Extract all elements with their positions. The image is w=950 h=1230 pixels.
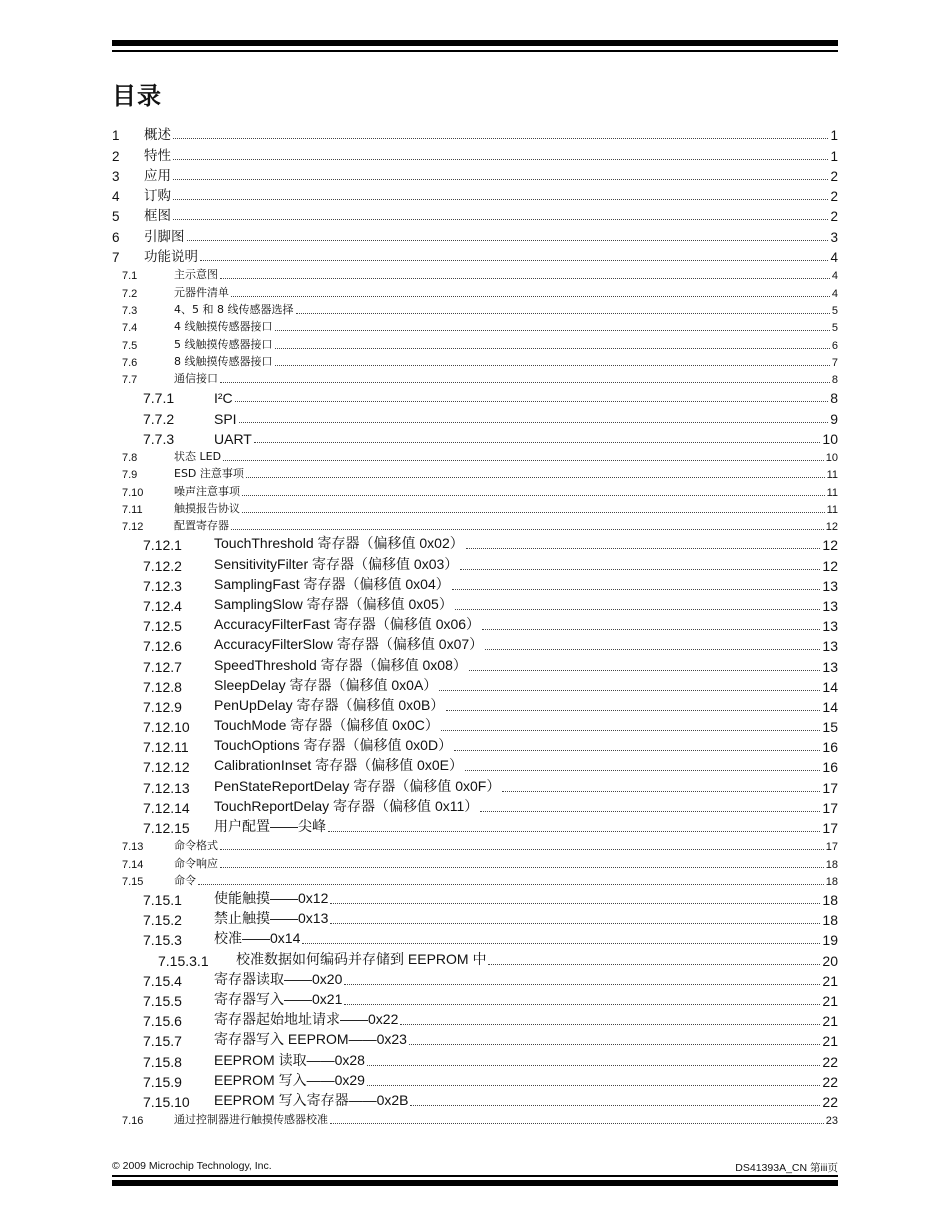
toc-entry-page: 2 [830, 209, 838, 225]
toc-dot-leader [446, 710, 820, 711]
toc-dot-leader [220, 382, 830, 383]
toc-dot-leader [330, 923, 820, 924]
toc-entry-title: 用户配置——尖峰 [214, 818, 326, 835]
toc-entry-title: 触摸报告协议 [174, 501, 240, 515]
toc-dot-leader [302, 943, 820, 944]
toc-entry[interactable] [112, 1049, 838, 1069]
toc-entry[interactable] [112, 755, 838, 775]
toc-entry[interactable] [112, 594, 838, 614]
toc-entry-page: 6 [831, 339, 838, 352]
toc-entry-title: ESD 注意事项 [174, 467, 244, 481]
toc-dot-leader [482, 629, 820, 630]
toc-entry[interactable] [112, 369, 838, 386]
toc-entry-page: 11 [826, 486, 838, 499]
toc-entry-title: SpeedThreshold 寄存器（偏移值 0x08） [214, 656, 467, 673]
toc-entry[interactable] [112, 533, 838, 553]
toc-entry[interactable] [112, 675, 838, 695]
toc-dot-leader [400, 1024, 820, 1025]
toc-entry-number: 7.7.3 [143, 430, 175, 447]
header-rule-thin [112, 50, 838, 52]
toc-entry-number: 7.5 [122, 339, 138, 352]
toc-dot-leader [441, 730, 821, 731]
toc-entry-number: 7.15.8 [143, 1053, 182, 1070]
toc-entry-page: 21 [822, 1013, 838, 1030]
toc-entry-page: 12 [822, 537, 838, 554]
toc-dot-leader [344, 1004, 820, 1005]
toc-entry[interactable] [112, 1110, 838, 1127]
toc-entry-title: CalibrationInset 寄存器（偏移值 0x0E） [214, 757, 463, 774]
toc-entry-title: 寄存器读取——0x20 [214, 970, 343, 987]
toc-entry[interactable] [112, 352, 838, 369]
toc-entry-title: 通过控制器进行触摸传感器校准 [174, 1113, 328, 1127]
toc-entry[interactable] [112, 334, 838, 351]
toc-entry-page: 18 [825, 858, 838, 871]
toc-entry-page: 3 [830, 229, 838, 245]
toc-entry-number: 6 [112, 229, 120, 245]
toc-entry[interactable] [112, 816, 838, 836]
toc-entry-title: TouchOptions 寄存器（偏移值 0x0D） [214, 737, 453, 754]
toc-dot-leader [460, 569, 820, 570]
toc-entry-number: 7.16 [122, 1115, 144, 1128]
toc-entry[interactable] [112, 317, 838, 334]
toc-entry-page: 15 [822, 719, 838, 736]
toc-entry-page: 20 [822, 952, 838, 969]
toc-dot-leader [330, 1123, 824, 1124]
header-rule-thick [112, 40, 838, 46]
toc-entry-title: 命令格式 [174, 839, 218, 853]
toc-entry-title: 元器件清单 [174, 285, 229, 299]
toc-entry-page: 19 [822, 932, 838, 949]
toc-entry[interactable] [112, 204, 838, 224]
toc-entry[interactable] [112, 836, 838, 853]
toc-entry[interactable] [112, 386, 838, 406]
toc-entry[interactable] [112, 735, 838, 755]
toc-entry-page: 18 [822, 912, 838, 929]
toc-entry-number: 7.4 [122, 322, 138, 335]
toc-entry-number: 7.12.9 [143, 698, 182, 715]
toc-entry-page: 12 [822, 557, 838, 574]
toc-entry-title: TouchReportDelay 寄存器（偏移值 0x11） [214, 797, 479, 814]
toc-entry-number: 7.13 [122, 841, 144, 854]
toc-dot-leader [439, 690, 820, 691]
toc-dot-leader [466, 548, 821, 549]
toc-entry-page: 11 [826, 469, 838, 482]
toc-entry-page: 22 [822, 1073, 838, 1090]
toc-entry-title: AccuracyFilterSlow 寄存器（偏移值 0x07） [214, 636, 484, 653]
toc-entry[interactable] [112, 1070, 838, 1090]
toc-dot-leader [223, 460, 824, 461]
toc-entry-number: 7.12.13 [143, 779, 190, 796]
toc-entry-page: 13 [822, 638, 838, 655]
toc-entry-title: PenUpDelay 寄存器（偏移值 0x0B） [214, 696, 445, 713]
toc-entry[interactable] [112, 516, 838, 533]
toc-entry[interactable] [112, 553, 838, 573]
toc-dot-leader [480, 811, 820, 812]
toc-entry-page: 8 [830, 390, 838, 407]
toc-entry[interactable] [112, 245, 838, 265]
toc-entry-title: 使能触摸——0x12 [214, 890, 329, 907]
toc-entry-number: 2 [112, 148, 120, 164]
toc-entry[interactable] [112, 1090, 838, 1110]
toc-entry-page: 7 [831, 356, 838, 369]
toc-entry[interactable] [112, 888, 838, 908]
toc-entry-number: 1 [112, 128, 120, 144]
toc-dot-leader [173, 138, 828, 139]
toc-dot-leader [275, 365, 830, 366]
toc-entry[interactable] [112, 1029, 838, 1049]
toc-entry-number: 7.12.15 [143, 820, 190, 837]
toc-entry-title: EEPROM 写入——0x29 [214, 1071, 365, 1088]
toc-entry-number: 7.12.10 [143, 719, 190, 736]
toc-entry-page: 4 [831, 287, 838, 300]
toc-entry[interactable] [112, 164, 838, 184]
toc-dot-leader [485, 649, 820, 650]
toc-dot-leader [231, 529, 824, 530]
toc-dot-leader [502, 791, 820, 792]
toc-entry-page: 12 [825, 521, 838, 534]
copyright-text: © 2009 Microchip Technology, Inc. [112, 1160, 272, 1172]
toc-entry[interactable] [112, 184, 838, 204]
toc-dot-leader [275, 348, 830, 349]
toc-entry-number: 7.9 [122, 469, 138, 482]
toc-entry-page: 13 [822, 618, 838, 635]
toc-entry-number: 7.15.2 [143, 912, 182, 929]
toc-entry-page: 10 [822, 430, 838, 447]
toc-entry-title: 噪声注意事项 [174, 484, 240, 498]
toc-entry-page: 10 [825, 452, 838, 465]
toc-entry-title: 4 线触摸传感器接口 [174, 320, 273, 334]
toc-entry-number: 7.12.3 [143, 577, 182, 594]
toc-entry-number: 7 [112, 250, 120, 266]
toc-entry-number: 7.10 [122, 486, 144, 499]
toc-entry[interactable] [112, 948, 838, 968]
toc-dot-leader [455, 609, 821, 610]
toc-entry[interactable] [112, 775, 838, 795]
toc-entry-page: 8 [831, 374, 838, 387]
toc-entry[interactable] [112, 654, 838, 674]
toc-entry-title: 通信接口 [174, 372, 218, 386]
toc-entry-page: 9 [830, 410, 838, 427]
toc-entry-page: 21 [822, 1033, 838, 1050]
toc-entry-number: 7.12.12 [143, 759, 190, 776]
toc-entry-number: 3 [112, 168, 120, 184]
toc-entry-title: 功能说明 [144, 249, 198, 266]
toc-entry[interactable] [112, 123, 838, 143]
toc-entry-title: 4、5 和 8 线传感器选择 [174, 302, 294, 316]
toc-entry[interactable] [112, 1009, 838, 1029]
toc-entry-number: 7.15.10 [143, 1093, 190, 1110]
toc-entry-number: 7.12.8 [143, 678, 182, 695]
toc-dot-leader [330, 903, 820, 904]
toc-entry-title: TouchMode 寄存器（偏移值 0x0C） [214, 717, 439, 734]
toc-dot-leader [235, 401, 829, 402]
toc-entry-title: SensitivityFilter 寄存器（偏移值 0x03） [214, 555, 459, 572]
toc-entry-number: 7.15.7 [143, 1033, 182, 1050]
toc-entry-page: 17 [825, 841, 838, 854]
toc-entry-page: 18 [825, 875, 838, 888]
toc-entry[interactable] [112, 464, 838, 481]
toc-entry-page: 5 [831, 322, 838, 335]
toc-dot-leader [275, 330, 830, 331]
toc-entry-page: 13 [822, 577, 838, 594]
toc-dot-leader [488, 964, 820, 965]
toc-entry-page: 13 [822, 597, 838, 614]
toc-entry-title: SleepDelay 寄存器（偏移值 0x0A） [214, 676, 438, 693]
toc-entry[interactable] [112, 908, 838, 928]
toc-entry-title: EEPROM 读取——0x28 [214, 1051, 365, 1068]
toc-entry-page: 4 [831, 270, 838, 283]
toc-entry-title: PenStateReportDelay 寄存器（偏移值 0x0F） [214, 777, 501, 794]
toc-entry-page: 22 [822, 1053, 838, 1070]
toc-entry-number: 7.1 [122, 270, 138, 283]
toc-entry-number: 7.12.7 [143, 658, 182, 675]
table-of-contents [112, 123, 838, 1127]
toc-dot-leader [409, 1044, 820, 1045]
toc-entry-page: 17 [822, 799, 838, 816]
toc-entry[interactable] [112, 614, 838, 634]
toc-dot-leader [454, 750, 820, 751]
toc-entry-title: 校准——0x14 [214, 930, 301, 947]
toc-dot-leader [239, 422, 829, 423]
toc-entry[interactable] [112, 143, 838, 163]
toc-entry-title: 禁止触摸——0x13 [214, 910, 329, 927]
toc-entry-number: 5 [112, 209, 120, 225]
toc-entry-title: 配置寄存器 [174, 519, 229, 533]
document-id-page-number: DS41393A_CN 第iii页 [735, 1162, 838, 1174]
toc-entry-number: 7.7 [122, 374, 138, 387]
toc-entry-page: 11 [826, 503, 838, 516]
toc-entry-number: 7.12.14 [143, 799, 190, 816]
toc-entry-number: 7.11 [122, 503, 143, 516]
toc-entry[interactable] [112, 481, 838, 498]
toc-entry[interactable] [112, 300, 838, 317]
toc-entry-number: 7.15.9 [143, 1073, 182, 1090]
toc-entry[interactable] [112, 574, 838, 594]
toc-entry-title: SPI [214, 410, 237, 427]
toc-dot-leader [220, 849, 824, 850]
toc-entry-title: 状态 LED [174, 450, 222, 464]
toc-entry-page: 4 [830, 250, 838, 266]
toc-dot-leader [187, 240, 829, 241]
toc-entry-page: 22 [822, 1093, 838, 1110]
toc-entry-number: 7.12.2 [143, 557, 182, 574]
toc-entry-title: SamplingSlow 寄存器（偏移值 0x05） [214, 595, 453, 612]
toc-dot-leader [173, 179, 828, 180]
toc-dot-leader [296, 313, 830, 314]
toc-entry-page: 2 [830, 168, 838, 184]
toc-dot-leader [344, 984, 820, 985]
toc-dot-leader [254, 442, 821, 443]
toc-entry-title: TouchThreshold 寄存器（偏移值 0x02） [214, 535, 464, 552]
toc-dot-leader [200, 260, 828, 261]
toc-entry-title: I²C [214, 390, 233, 407]
toc-entry-number: 7.8 [122, 452, 138, 465]
toc-entry-page: 16 [822, 759, 838, 776]
toc-entry[interactable] [112, 224, 838, 244]
footer-rule-thin [112, 1175, 838, 1177]
toc-entry-title: 命令 [174, 873, 196, 887]
toc-entry[interactable] [112, 634, 838, 654]
toc-entry[interactable] [112, 989, 838, 1009]
toc-entry[interactable] [112, 796, 838, 816]
toc-entry[interactable] [112, 447, 838, 464]
toc-dot-leader [173, 199, 828, 200]
page-title: 目录 [112, 82, 162, 110]
toc-entry[interactable] [112, 499, 838, 516]
toc-entry-page: 18 [822, 892, 838, 909]
toc-dot-leader [220, 867, 824, 868]
toc-entry-number: 7.15.5 [143, 993, 182, 1010]
toc-entry-page: 21 [822, 972, 838, 989]
toc-entry[interactable] [112, 265, 838, 282]
toc-dot-leader [198, 884, 824, 885]
toc-entry-number: 7.12.1 [143, 537, 182, 554]
toc-entry-number: 7.15.1 [143, 892, 182, 909]
toc-entry-page: 21 [822, 993, 838, 1010]
toc-entry[interactable] [112, 406, 838, 426]
toc-entry-page: 1 [830, 148, 838, 164]
toc-entry-title: UART [214, 430, 252, 447]
toc-dot-leader [173, 159, 828, 160]
footer-rule-thick [112, 1180, 838, 1186]
toc-entry-title: SamplingFast 寄存器（偏移值 0x04） [214, 575, 450, 592]
toc-entry-number: 7.14 [122, 858, 144, 871]
toc-entry-title: 主示意图 [174, 268, 218, 282]
toc-entry-number: 7.15.6 [143, 1013, 182, 1030]
toc-dot-leader [173, 219, 828, 220]
toc-entry-page: 1 [830, 128, 838, 144]
toc-dot-leader [246, 477, 825, 478]
toc-entry-page: 16 [822, 739, 838, 756]
toc-entry-title: 引脚图 [144, 228, 185, 245]
toc-dot-leader [465, 770, 820, 771]
toc-entry-page: 14 [822, 678, 838, 695]
toc-entry-title: 寄存器写入 EEPROM——0x23 [214, 1031, 407, 1048]
toc-entry[interactable] [112, 969, 838, 989]
toc-entry[interactable] [112, 928, 838, 948]
toc-entry-title: 8 线触摸传感器接口 [174, 354, 273, 368]
toc-entry-number: 7.12.6 [143, 638, 182, 655]
toc-dot-leader [452, 589, 821, 590]
toc-entry-title: 5 线触摸传感器接口 [174, 337, 273, 351]
toc-dot-leader [367, 1085, 820, 1086]
toc-entry[interactable] [112, 871, 838, 888]
toc-dot-leader [410, 1105, 820, 1106]
toc-entry-page: 17 [822, 779, 838, 796]
toc-entry-number: 7.12.11 [143, 739, 189, 756]
toc-dot-leader [328, 831, 820, 832]
toc-entry-number: 7.15.4 [143, 972, 182, 989]
toc-dot-leader [469, 670, 821, 671]
toc-entry-number: 7.12.5 [143, 618, 182, 635]
toc-entry-number: 7.3 [122, 304, 138, 317]
toc-entry-title: 校准数据如何编码并存储到 EEPROM 中 [236, 950, 487, 967]
toc-entry-title: EEPROM 写入寄存器——0x2B [214, 1091, 409, 1108]
toc-entry-title: 概述 [144, 127, 171, 144]
toc-entry[interactable] [112, 427, 838, 447]
toc-entry-title: 寄存器起始地址请求——0x22 [214, 1011, 399, 1028]
toc-entry-page: 23 [825, 1115, 838, 1128]
toc-entry-title: 特性 [144, 147, 171, 164]
toc-dot-leader [242, 495, 825, 496]
toc-entry-number: 7.12.4 [143, 597, 182, 614]
toc-entry-number: 7.7.1 [143, 390, 175, 407]
toc-entry-page: 5 [831, 304, 838, 317]
toc-entry-number: 7.15.3 [143, 932, 182, 949]
toc-dot-leader [220, 278, 830, 279]
toc-entry-number: 7.15.3.1 [158, 952, 209, 969]
toc-dot-leader [367, 1065, 820, 1066]
toc-entry-page: 17 [822, 820, 838, 837]
toc-entry-title: 寄存器写入——0x21 [214, 991, 343, 1008]
toc-entry[interactable] [112, 853, 838, 870]
toc-entry-title: 应用 [144, 167, 171, 184]
toc-entry[interactable] [112, 282, 838, 299]
toc-entry-number: 7.7.2 [143, 410, 175, 427]
toc-entry-title: 命令响应 [174, 856, 218, 870]
toc-entry-page: 2 [830, 189, 838, 205]
toc-dot-leader [242, 512, 825, 513]
toc-entry-title: 订购 [144, 188, 171, 205]
toc-entry-number: 7.6 [122, 356, 138, 369]
toc-entry-title: AccuracyFilterFast 寄存器（偏移值 0x06） [214, 616, 481, 633]
toc-entry-number: 7.2 [122, 287, 138, 300]
toc-dot-leader [231, 296, 830, 297]
toc-entry[interactable] [112, 715, 838, 735]
toc-entry-number: 7.12 [122, 521, 144, 534]
toc-entry-page: 14 [822, 698, 838, 715]
toc-entry[interactable] [112, 695, 838, 715]
toc-entry-page: 13 [822, 658, 838, 675]
toc-entry-title: 框图 [144, 208, 171, 225]
toc-entry-number: 7.15 [122, 875, 144, 888]
toc-entry-number: 4 [112, 189, 120, 205]
